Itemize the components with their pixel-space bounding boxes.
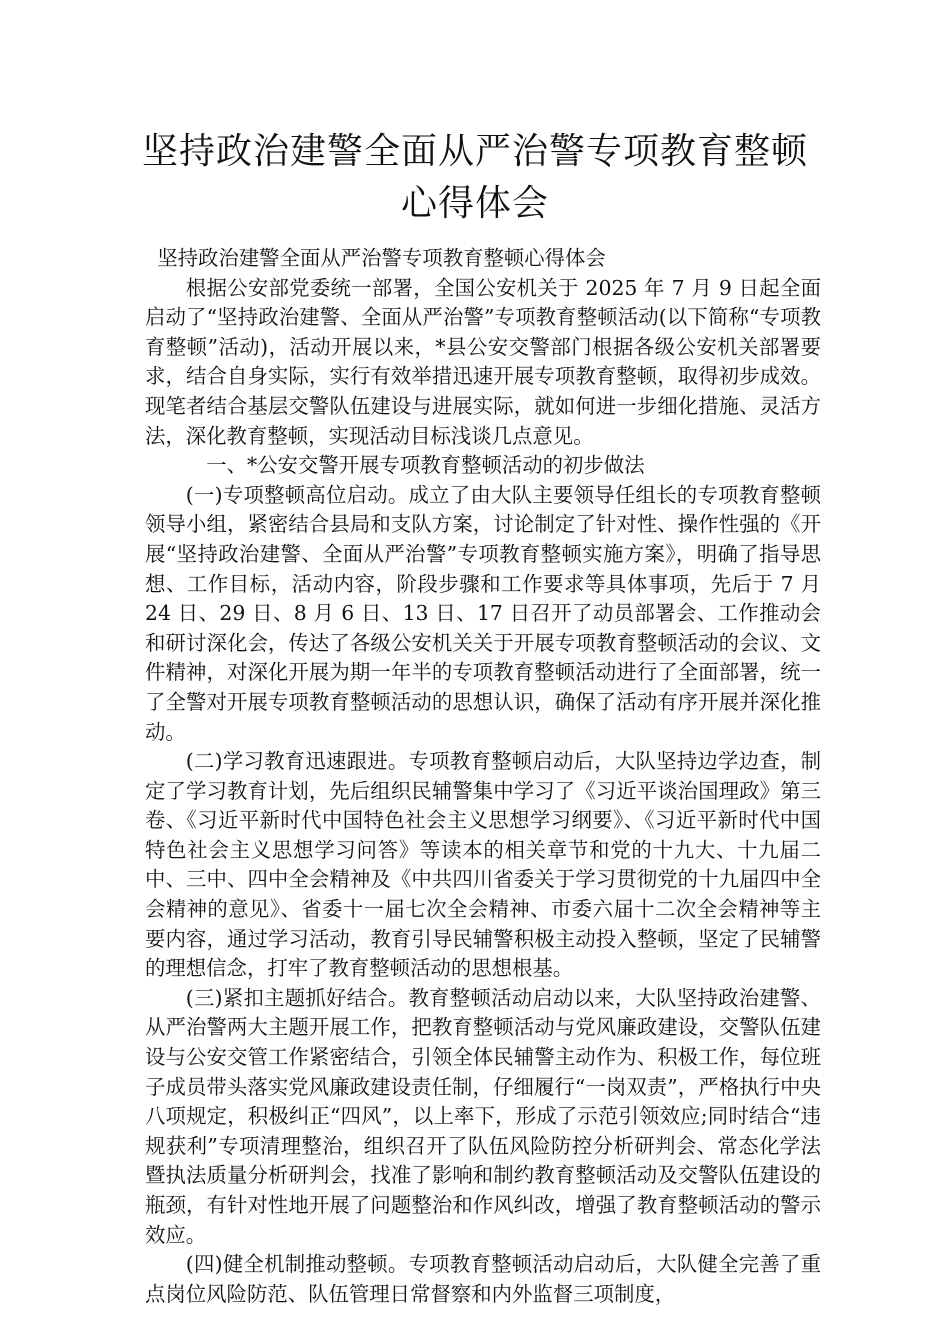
intro-paragraph: 根据公安部党委统一部署，全国公安机关于 2025 年 7 月 9 日起全面启动了“坚持政治建警、全面从严治警”专项教育整顿活动(以下简称“专项教育整顿”活动)，活动开展以来，*县公安交警部门根据各级公安机关部署要求，结合自身实际，实行有效举措迅速开展专项教育整顿，取得初步成效。现笔者结合基层交警队伍建设与进展实际，就如何进一步细化措施、灵活方法，深化教育整顿，实现活动目标浅谈几点意见。 xyxy=(145,275,821,448)
document-title-line2: 心得体会 xyxy=(400,183,549,224)
paragraph-3: (三)紧扣主题抓好结合。教育整顿活动启动以来，大队坚持政治建警、从严治警两大主题开展工作，把教育整顿活动与党风廉政建设，交警队伍建设与公安交管工作紧密结合，引领全体民辅警主动作为、积极工作，每位班子成员带头落实党风廉政建设责任制，仔细履行“一岗双责”，严格执行中央八项规定，积极纠正“四风”，以上率下，形成了示范引领效应;同时结合“违规获利”专项清理整治，组织召开了队伍风险防控分析研判会、常态化学法暨执法质量分析研判会，找准了影响和制约教育整顿活动及交警队伍建设的瓶颈，有针对性地开展了问题整治和作风纠改，增强了教育整顿活动的警示效应。 xyxy=(145,985,821,1247)
document-title-line1: 坚持政治建警全面从严治警专项教育整顿 xyxy=(141,131,808,172)
paragraph-1: (一)专项整顿高位启动。成立了由大队主要领导任组长的专项教育整顿领导小组，紧密结合县局和支队方案，讨论制定了针对性、操作性强的《开展“坚持政治建警、全面从严治警”专项教育整顿实施方案》，明确了指导思想、工作目标，活动内容，阶段步骤和工作要求等具体事项，先后于 7 月 24 日、29 日、8 月 6 日、13 日、17 日召开了动员部署会、工作推动会和研讨深化会，传达了各级公安机关关于开展专项教育整顿活动的会议、文件精神，对深化开展为期一年半的专项教育整顿活动进行了全面部署，统一了全警对开展专项教育整顿活动的思想认识，确保了活动有序开展并深化推动。 xyxy=(145,482,821,744)
document-subtitle: 坚持政治建警全面从严治警专项教育整顿心得体会 xyxy=(157,246,606,270)
paragraph-4: (四)健全机制推动整顿。专项教育整顿活动启动后，大队健全完善了重点岗位风险防范、队伍管理日常督察和内外监督三项制度， xyxy=(145,1252,821,1306)
paragraph-2: (二)学习教育迅速跟进。专项教育整顿启动后，大队坚持边学边查，制定了学习教育计划，先后组织民辅警集中学习了《习近平谈治国理政》第三卷、《习近平新时代中国特色社会主义思想学习纲要》、《习近平新时代中国特色社会主义思想学习问答》等读本的相关章节和党的十九大、十九届二中、三中、四中全会精神及《中共四川省委关于学习贯彻党的十九届四中全会精神的意见》、省委十一届七次全会精神、市委六届十二次全会精神等主要内容，通过学习活动，教育引导民辅警积极主动投入整顿，坚定了民辅警的理想信念，打牢了教育整顿活动的思想根基。 xyxy=(145,749,821,981)
document-body xyxy=(145,244,821,1309)
section-heading: 一、*公安交警开展专项教育整顿活动的初步做法 xyxy=(206,453,645,478)
